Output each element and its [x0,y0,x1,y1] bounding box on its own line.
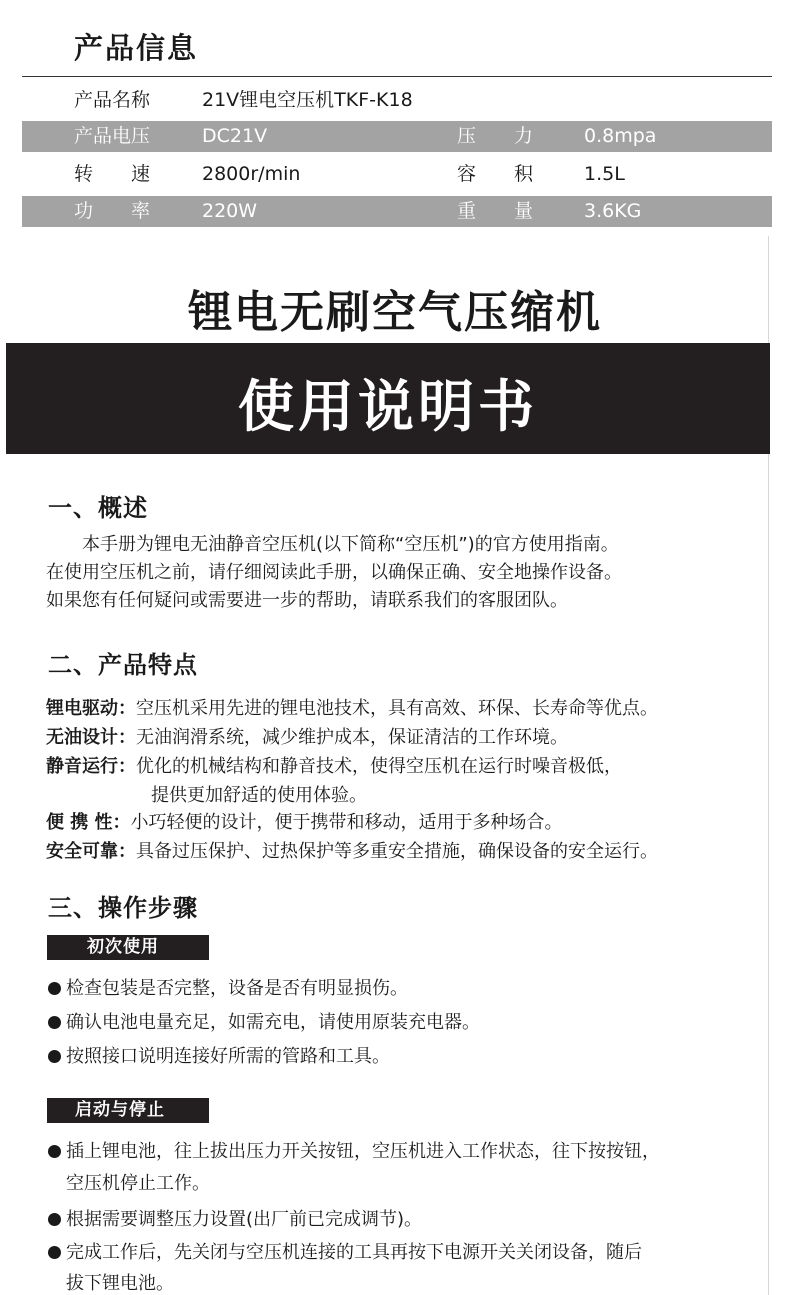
feature-text: 提供更加舒适的使用体验。 [151,785,367,806]
step-text: 确认电池电量充足，如需充电，请使用原装充电器。 [66,1012,480,1033]
feature-item [46,808,563,834]
start-stop-tag: 启动与停止 [47,1098,209,1123]
overview-line: 本手册为锂电无油静音空压机(以下简称“空压机”)的官方使用指南。 [46,534,619,555]
spec-label: 容 积 [457,163,534,185]
first-use-tag: 初次使用 [47,935,209,960]
feature-item [46,723,568,749]
feature-item-continuation [151,781,367,807]
step-item [48,1008,480,1034]
step-text: 根据需要调整压力设置(出厂前已完成调节)。 [66,1209,423,1230]
manual-subtitle: 使用说明书 [238,375,538,440]
feature-item [46,694,658,720]
spec-row-power [22,196,772,227]
bullet-icon [48,1016,61,1029]
feature-text: 具备过压保护、过热保护等多重安全措施，确保设备的安全运行。 [136,841,658,862]
step-text: 拔下锂电池。 [66,1273,174,1294]
step-item [48,1042,390,1068]
section-heading-steps: 三、操作步骤 [48,894,198,922]
bullet-icon [48,1145,61,1158]
spec-label: 转 速 [74,163,151,185]
title-divider [22,76,772,77]
bullet-icon [48,1246,61,1259]
step-item [48,1205,422,1231]
spec-value: 0.8mpa [584,125,657,147]
overview-line: 如果您有任何疑问或需要进一步的帮助，请联系我们的客服团队。 [46,590,568,611]
overview-line: 在使用空压机之前，请仔细阅读此手册，以确保正确、安全地操作设备。 [46,562,622,583]
step-item [48,974,408,1000]
step-item-continuation [66,1269,174,1295]
bullet-icon [48,982,61,995]
feature-label: 锂电驱动： [46,698,136,719]
product-info-title: 产品信息 [74,31,199,65]
bullet-icon [48,1050,61,1063]
spec-value: 1.5L [584,163,625,185]
feature-label: 便 携 性： [46,812,131,833]
section-heading-overview: 一、概述 [48,494,148,522]
feature-text: 空压机采用先进的锂电池技术，具有高效、环保、长寿命等优点。 [136,698,658,719]
spec-label: 产品电压 [74,125,151,147]
step-text: 检查包装是否完整，设备是否有明显损伤。 [66,978,408,999]
spec-value: 220W [202,200,258,222]
spec-value: 2800r/min [202,163,301,185]
step-item [48,1238,642,1264]
manual-banner [6,343,770,454]
step-text: 插上锂电池，往上拔出压力开关按钮，空压机进入工作状态，往下按按钮， [66,1141,660,1162]
section-heading-features: 二、产品特点 [48,651,198,679]
feature-text: 小巧轻便的设计，便于携带和移动，适用于多种场合。 [130,812,563,833]
feature-item [46,752,622,778]
spec-value: 3.6KG [584,200,642,222]
step-text: 完成工作后，先关闭与空压机连接的工具再按下电源开关关闭设备，随后 [66,1242,642,1263]
feature-item [46,837,658,863]
step-text: 空压机停止工作。 [66,1173,210,1194]
spec-row-name [22,85,772,116]
spec-label: 功 率 [74,200,151,222]
manual-title: 锂电无刷空气压缩机 [188,287,602,338]
spec-value: DC21V [202,125,268,147]
step-item-continuation [66,1169,210,1195]
feature-label: 安全可靠： [46,841,136,862]
spec-value: 21V锂电空压机TKF-K18 [202,89,413,111]
feature-text: 无油润滑系统，减少维护成本，保证清洁的工作环境。 [136,727,568,748]
spec-row-voltage [22,121,772,152]
feature-label: 无油设计： [46,727,136,748]
spec-label: 压 力 [457,125,534,147]
step-text: 按照接口说明连接好所需的管路和工具。 [66,1046,390,1067]
feature-label: 静音运行： [46,756,136,777]
feature-text: 优化的机械结构和静音技术，使得空压机在运行时噪音极低， [136,756,622,777]
spec-label: 产品名称 [74,89,151,111]
step-item [48,1137,660,1163]
spec-label: 重 量 [457,200,534,222]
spec-row-speed [22,159,772,190]
bullet-icon [48,1213,61,1226]
